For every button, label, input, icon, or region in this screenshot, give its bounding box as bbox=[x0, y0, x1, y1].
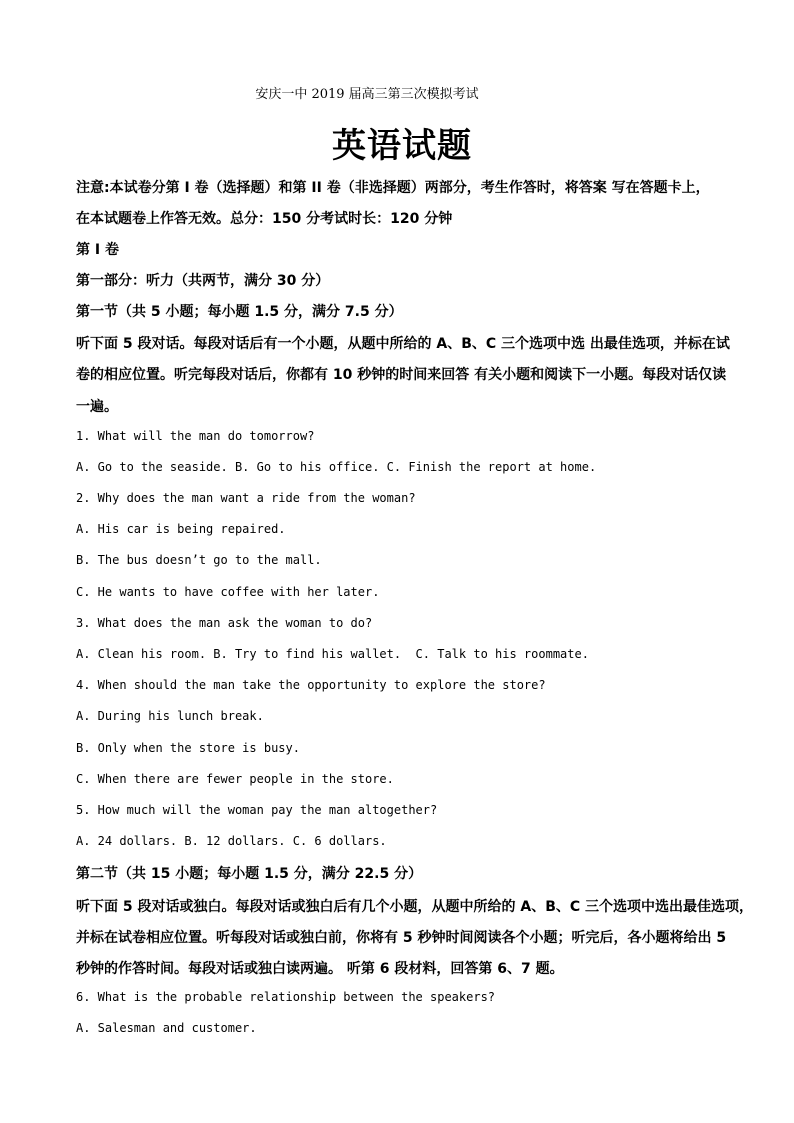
section-instructions: 听下面 5 段对话。每段对话后有一个小题，从题中所给的 A、B、C 三个选项中选 出最佳选项，并标在试 bbox=[76, 336, 730, 352]
section-heading: 第一节（共 5 小题；每小题 1.5 分，满分 7.5 分） bbox=[76, 304, 403, 320]
section-instructions: 听下面 5 段对话或独白。每段对话或独白后有几个小题，从题中所给的 A、B、C 三个选项中选出最佳选项， bbox=[76, 899, 754, 915]
question-line: 5. How much will the woman pay the man altogether? bbox=[76, 803, 438, 817]
notice-line: 注意:本试卷分第 I 卷（选择题）和第 II 卷（非选择题）两部分，考生作答时，将答案 写在答题卡上， bbox=[76, 180, 710, 196]
answer-options: A. 24 dollars. B. 12 dollars. C. 6 dollars. bbox=[76, 834, 387, 848]
question-line: 6. What is the probable relationship between the speakers? bbox=[76, 990, 496, 1004]
answer-options: A. Go to the seaside. B. Go to his office. C. Finish the report at home. bbox=[76, 460, 597, 474]
question-line: 2. Why does the man want a ride from the woman? bbox=[76, 491, 416, 505]
exam-subtitle: 安庆一中 2019 届高三第三次模拟考试 bbox=[255, 87, 479, 102]
answer-option: B. The bus doesn’t go to the mall. bbox=[76, 553, 322, 567]
answer-option: A. During his lunch break. bbox=[76, 709, 264, 723]
section-instructions: 卷的相应位置。听完每段对话后，你都有 10 秒钟的时间来回答 有关小题和阅读下一小题。每段对话仅读 bbox=[76, 367, 727, 383]
answer-option: A. Salesman and customer. bbox=[76, 1021, 257, 1035]
section-instructions: 并标在试卷相应位置。听每段对话或独白前，你将有 5 秒钟时间阅读各个小题；听完后，各小题将给出 5 bbox=[76, 930, 727, 946]
question-line: 1. What will the man do tomorrow? bbox=[76, 429, 315, 443]
part-heading: 第一部分：听力（共两节，满分 30 分） bbox=[76, 273, 330, 289]
answer-option: C. When there are fewer people in the store. bbox=[76, 772, 394, 786]
answer-option: C. He wants to have coffee with her later. bbox=[76, 585, 380, 599]
answer-option: A. His car is being repaired. bbox=[76, 522, 286, 536]
question-line: 3. What does the man ask the woman to do? bbox=[76, 616, 373, 630]
section-heading: 第二节（共 15 小题；每小题 1.5 分，满分 22.5 分） bbox=[76, 866, 423, 882]
answer-options: A. Clean his room. B. Try to find his wallet. C. Talk to his roommate. bbox=[76, 647, 589, 661]
question-line: 4. When should the man take the opportunity to explore the store? bbox=[76, 678, 546, 692]
section-instructions: 一遍。 bbox=[76, 399, 118, 415]
exam-title: 英语试题 bbox=[332, 126, 472, 166]
section-instructions: 秒钟的作答时间。每段对话或独白读两遍。 听第 6 段材料，回答第 6、7 题。 bbox=[76, 961, 564, 977]
answer-option: B. Only when the store is busy. bbox=[76, 741, 300, 755]
notice-line: 在本试题卷上作答无效。总分：150 分考试时长：120 分钟 bbox=[76, 211, 453, 227]
volume-label: 第 I 卷 bbox=[76, 242, 119, 258]
